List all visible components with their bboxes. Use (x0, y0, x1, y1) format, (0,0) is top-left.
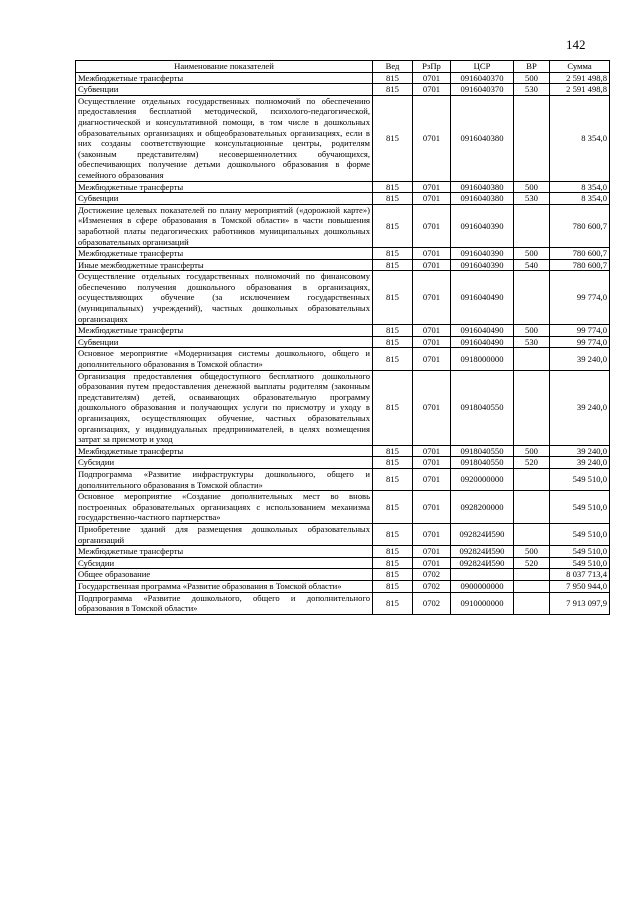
cell-name: Основное мероприятие «Создание дополнительных мест во вновь построенных образовательных организациях с использованием механизма государственно-частного партнерства» (76, 491, 373, 524)
cell-vr (514, 491, 550, 524)
cell-rzpr: 0701 (413, 193, 451, 205)
cell-sum: 2 591 498,8 (550, 72, 610, 84)
cell-name: Межбюджетные трансферты (76, 248, 373, 260)
cell-rzpr: 0701 (413, 468, 451, 490)
cell-ved: 815 (373, 248, 413, 260)
table-row (76, 84, 610, 96)
cell-csr (451, 569, 514, 581)
cell-csr: 0918040550 (451, 370, 514, 445)
cell-vr (514, 370, 550, 445)
cell-rzpr: 0701 (413, 457, 451, 469)
table-row (76, 248, 610, 260)
cell-vr (514, 271, 550, 325)
cell-name: Приобретение зданий для размещения дошкольных образовательных организаций (76, 523, 373, 545)
table-row (76, 72, 610, 84)
table-row (76, 181, 610, 193)
cell-rzpr: 0701 (413, 259, 451, 271)
cell-csr: 0916040390 (451, 204, 514, 247)
cell-csr: 0918040550 (451, 457, 514, 469)
table-row (76, 259, 610, 271)
header-name: Наименование показателей (76, 61, 373, 73)
table-row (76, 370, 610, 445)
cell-name: Подпрограмма «Развитие дошкольного, общего и дополнительного образования в Томской области» (76, 592, 373, 614)
cell-vr (514, 468, 550, 490)
page-number: 142 (566, 37, 586, 52)
cell-name: Иные межбюджетные трансферты (76, 259, 373, 271)
cell-rzpr: 0701 (413, 325, 451, 337)
cell-csr: 0916040390 (451, 259, 514, 271)
cell-name: Субвенции (76, 336, 373, 348)
cell-rzpr: 0701 (413, 557, 451, 569)
cell-vr: 500 (514, 248, 550, 260)
cell-csr: 092824И590 (451, 546, 514, 558)
cell-rzpr: 0701 (413, 84, 451, 96)
cell-ved: 815 (373, 181, 413, 193)
cell-csr: 0910000000 (451, 592, 514, 614)
cell-ved: 815 (373, 523, 413, 545)
cell-vr: 500 (514, 72, 550, 84)
cell-rzpr: 0702 (413, 592, 451, 614)
cell-sum: 780 600,7 (550, 248, 610, 260)
cell-vr: 540 (514, 259, 550, 271)
table-row (76, 468, 610, 490)
cell-sum: 2 591 498,8 (550, 84, 610, 96)
cell-ved: 815 (373, 325, 413, 337)
cell-vr: 530 (514, 193, 550, 205)
cell-csr: 0916040490 (451, 325, 514, 337)
cell-name: Межбюджетные трансферты (76, 445, 373, 457)
header-rzpr: РзПр (413, 61, 451, 73)
header-ved: Вед (373, 61, 413, 73)
cell-sum: 549 510,0 (550, 468, 610, 490)
cell-rzpr: 0701 (413, 204, 451, 247)
cell-name: Общее образование (76, 569, 373, 581)
cell-rzpr: 0702 (413, 580, 451, 592)
cell-rzpr: 0701 (413, 181, 451, 193)
cell-vr (514, 95, 550, 181)
header-csr: ЦСР (451, 61, 514, 73)
cell-vr: 520 (514, 457, 550, 469)
cell-ved: 815 (373, 592, 413, 614)
cell-ved: 815 (373, 72, 413, 84)
cell-sum: 549 510,0 (550, 557, 610, 569)
cell-vr: 500 (514, 546, 550, 558)
cell-name: Субсидии (76, 457, 373, 469)
cell-name: Субвенции (76, 84, 373, 96)
cell-rzpr: 0701 (413, 348, 451, 370)
cell-sum: 8 354,0 (550, 193, 610, 205)
cell-vr (514, 569, 550, 581)
cell-vr: 500 (514, 325, 550, 337)
cell-rzpr: 0701 (413, 95, 451, 181)
cell-rzpr: 0701 (413, 72, 451, 84)
cell-ved: 815 (373, 491, 413, 524)
cell-ved: 815 (373, 557, 413, 569)
cell-csr: 0920000000 (451, 468, 514, 490)
cell-csr: 0918000000 (451, 348, 514, 370)
cell-ved: 815 (373, 569, 413, 581)
cell-csr: 0900000000 (451, 580, 514, 592)
cell-rzpr: 0701 (413, 546, 451, 558)
cell-name: Субсидии (76, 557, 373, 569)
cell-rzpr: 0701 (413, 370, 451, 445)
cell-rzpr: 0702 (413, 569, 451, 581)
cell-vr: 500 (514, 445, 550, 457)
cell-sum: 7 950 944,0 (550, 580, 610, 592)
cell-ved: 815 (373, 336, 413, 348)
table-row (76, 95, 610, 181)
cell-vr (514, 523, 550, 545)
header-vr: ВР (514, 61, 550, 73)
cell-sum: 549 510,0 (550, 546, 610, 558)
cell-ved: 815 (373, 348, 413, 370)
cell-vr: 530 (514, 84, 550, 96)
cell-vr (514, 348, 550, 370)
cell-vr: 530 (514, 336, 550, 348)
table-row (76, 336, 610, 348)
cell-sum: 39 240,0 (550, 370, 610, 445)
table-row (76, 592, 610, 614)
cell-csr: 0918040550 (451, 445, 514, 457)
cell-csr: 0916040390 (451, 248, 514, 260)
cell-rzpr: 0701 (413, 523, 451, 545)
table-header-row (76, 61, 610, 73)
cell-csr: 0916040490 (451, 271, 514, 325)
cell-csr: 0916040380 (451, 181, 514, 193)
cell-ved: 815 (373, 259, 413, 271)
cell-sum: 549 510,0 (550, 523, 610, 545)
cell-sum: 8 354,0 (550, 95, 610, 181)
cell-vr (514, 592, 550, 614)
table-row (76, 348, 610, 370)
cell-sum: 780 600,7 (550, 204, 610, 247)
table-row (76, 523, 610, 545)
cell-vr: 520 (514, 557, 550, 569)
table-row (76, 569, 610, 581)
cell-rzpr: 0701 (413, 248, 451, 260)
cell-ved: 815 (373, 445, 413, 457)
table-row (76, 580, 610, 592)
table-row (76, 491, 610, 524)
header-sum: Сумма (550, 61, 610, 73)
table-row (76, 204, 610, 247)
cell-sum: 8 354,0 (550, 181, 610, 193)
cell-name: Межбюджетные трансферты (76, 72, 373, 84)
cell-sum: 39 240,0 (550, 348, 610, 370)
cell-name: Осуществление отдельных государственных полномочий по обеспечению предоставления бесплатной методической, психолого-педагогической, диагностической и консультативной помощи, в том числе в дошкольных образовательных организациях и общеобразовательных организациях, если в них созданы соответствующие консультационные центры, родителям (законным представителям) несовершеннолетних обучающихся, обеспечивающих получение детьми дошкольного образования в форме семейного образования (76, 95, 373, 181)
cell-name: Межбюджетные трансферты (76, 325, 373, 337)
cell-csr: 092824И590 (451, 523, 514, 545)
cell-csr: 0916040490 (451, 336, 514, 348)
cell-name: Основное мероприятие «Модернизация системы дошкольного, общего и дополнительного образования в Томской области» (76, 348, 373, 370)
cell-csr: 0916040380 (451, 95, 514, 181)
cell-sum: 99 774,0 (550, 325, 610, 337)
cell-ved: 815 (373, 271, 413, 325)
cell-name: Достижение целевых показателей по плану мероприятий («дорожной карте») «Изменения в сфере образования в Томской области» в части повышения заработной платы педагогических работников муниципальных дошкольных образовательных организаций (76, 204, 373, 247)
cell-sum: 39 240,0 (550, 457, 610, 469)
cell-name: Подпрограмма «Развитие инфраструктуры дошкольного, общего и дополнительного образования в Томской области» (76, 468, 373, 490)
cell-csr: 0916040380 (451, 193, 514, 205)
cell-ved: 815 (373, 468, 413, 490)
cell-vr (514, 580, 550, 592)
cell-csr: 0928200000 (451, 491, 514, 524)
cell-csr: 092824И590 (451, 557, 514, 569)
cell-ved: 815 (373, 580, 413, 592)
cell-rzpr: 0701 (413, 271, 451, 325)
cell-sum: 39 240,0 (550, 445, 610, 457)
cell-rzpr: 0701 (413, 491, 451, 524)
cell-ved: 815 (373, 84, 413, 96)
cell-ved: 815 (373, 204, 413, 247)
cell-name: Межбюджетные трансферты (76, 181, 373, 193)
cell-ved: 815 (373, 546, 413, 558)
table-row (76, 445, 610, 457)
table-row (76, 193, 610, 205)
cell-ved: 815 (373, 193, 413, 205)
table-row (76, 457, 610, 469)
table-row (76, 271, 610, 325)
cell-sum: 7 913 097,9 (550, 592, 610, 614)
table-row (76, 557, 610, 569)
cell-ved: 815 (373, 457, 413, 469)
table-row (76, 325, 610, 337)
cell-name: Субвенции (76, 193, 373, 205)
budget-table (75, 60, 610, 615)
cell-sum: 99 774,0 (550, 271, 610, 325)
cell-name: Организация предоставления общедоступного бесплатного дошкольного образования путем предоставления денежной выплаты родителям (законным представителям) детей, осваивающих образовательную программу дошкольного образования и получающих услуги по присмотру и уходу в организациях, осуществляющих обучение, частных образовательных организациях, у индивидуальных предпринимателей, в целях возмещения затрат за присмотр и уход (76, 370, 373, 445)
cell-sum: 99 774,0 (550, 336, 610, 348)
cell-rzpr: 0701 (413, 445, 451, 457)
cell-name: Межбюджетные трансферты (76, 546, 373, 558)
table-row (76, 546, 610, 558)
cell-rzpr: 0701 (413, 336, 451, 348)
cell-name: Государственная программа «Развитие образования в Томской области» (76, 580, 373, 592)
cell-sum: 780 600,7 (550, 259, 610, 271)
cell-sum: 8 037 713,4 (550, 569, 610, 581)
cell-csr: 0916040370 (451, 72, 514, 84)
cell-sum: 549 510,0 (550, 491, 610, 524)
cell-name: Осуществление отдельных государственных полномочий по финансовому обеспечению получения дошкольного образования в организациях, осуществляющих обучение (за исключением государственных (муниципальных) учреждений), частных дошкольных образовательных организациях (76, 271, 373, 325)
cell-ved: 815 (373, 370, 413, 445)
cell-ved: 815 (373, 95, 413, 181)
cell-csr: 0916040370 (451, 84, 514, 96)
cell-vr: 500 (514, 181, 550, 193)
cell-vr (514, 204, 550, 247)
